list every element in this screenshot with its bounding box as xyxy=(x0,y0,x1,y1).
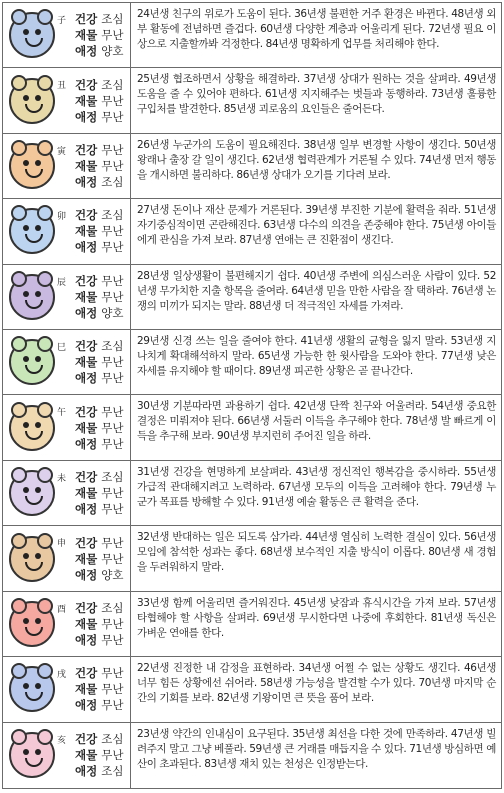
fortune-line xyxy=(75,239,123,255)
fortune-rating: 양호 xyxy=(101,44,124,59)
fortune-category: 재물 xyxy=(75,748,98,763)
eye-left xyxy=(23,160,29,166)
ear-right xyxy=(37,75,53,91)
fortune-line xyxy=(75,43,123,59)
animal-cell xyxy=(3,68,131,132)
fortune-category: 재물 xyxy=(75,93,98,108)
fortune-category: 애정 xyxy=(75,175,98,190)
fortune-line xyxy=(75,616,123,632)
fortune-text: 25년생 협조하면서 상황을 해결하라. 37년생 상대가 원하는 것을 살펴라. 49년생 도움을 줄 수 있어야 편하다. 61년생 지지해주는 벗들과 동행하라. 73년생 훌륭한 구입처를 발견한다. 85년생 괴로움의 요인들은 줄어든다. xyxy=(137,73,496,116)
fortune-category: 건강 xyxy=(75,143,98,158)
fortune-labels xyxy=(75,600,123,648)
fortune-labels xyxy=(75,535,123,583)
zodiac-hanja: 未 xyxy=(57,473,67,484)
eye-right xyxy=(35,29,41,35)
fortune-category: 재물 xyxy=(75,486,98,501)
horse-icon xyxy=(9,405,55,451)
fortune-category: 애정 xyxy=(75,502,98,517)
ear-left xyxy=(11,336,27,352)
zodiac-hanja: 寅 xyxy=(57,146,67,157)
eye-right xyxy=(35,487,41,493)
fortune-rating: 조심 xyxy=(101,339,124,354)
ear-right xyxy=(37,663,53,679)
fortune-category: 건강 xyxy=(75,273,98,288)
fortune-category: 건강 xyxy=(75,470,98,485)
fortune-line xyxy=(75,731,123,747)
fortune-rating: 조심 xyxy=(101,732,124,747)
mouth xyxy=(25,758,43,767)
fortune-text: 23년생 약간의 인내심이 요구된다. 35년생 최선을 다한 것에 만족하라. 47년생 빌려주지 말고 그냥 베풀라. 59년생 큰 거래를 매듭지을 수 있다. 71년생 방심하면 예산이 초과된다. 83년생 재치 있는 천성은 인정받는다. xyxy=(137,727,496,770)
fortune-labels xyxy=(75,338,123,386)
fortune-category: 건강 xyxy=(75,600,98,615)
fortune-line xyxy=(75,436,123,452)
animal-cell xyxy=(3,330,131,394)
fortune-rating: 무난 xyxy=(101,420,124,435)
mouth xyxy=(25,431,43,440)
fortune-category: 건강 xyxy=(75,666,98,681)
zodiac-row-3 xyxy=(3,134,501,199)
sheep-icon xyxy=(9,470,55,516)
fortune-line xyxy=(75,632,123,648)
eye-right xyxy=(35,291,41,297)
mouth xyxy=(25,692,43,701)
zodiac-row-12 xyxy=(3,723,501,788)
fortune-rating: 조심 xyxy=(101,600,124,615)
fortune-labels xyxy=(75,404,123,452)
fortune-category: 건강 xyxy=(75,77,98,92)
animal-cell xyxy=(3,199,131,263)
fortune-rating: 조심 xyxy=(101,77,124,92)
tiger-icon xyxy=(9,143,55,189)
fortune-rating: 무난 xyxy=(101,682,124,697)
fortune-line xyxy=(75,11,123,27)
ear-right xyxy=(37,729,53,745)
zodiac-row-5 xyxy=(3,265,501,330)
eye-left xyxy=(23,95,29,101)
zodiac-hanja: 申 xyxy=(57,539,67,550)
eye-left xyxy=(23,225,29,231)
fortune-category: 재물 xyxy=(75,616,98,631)
zodiac-row-2 xyxy=(3,68,501,133)
ox-icon xyxy=(9,78,55,124)
dog-icon xyxy=(9,666,55,712)
fortune-rating: 무난 xyxy=(101,616,124,631)
animal-cell xyxy=(3,134,131,198)
fortune-rating: 조심 xyxy=(101,764,124,779)
zodiac-row-9 xyxy=(3,526,501,591)
animal-cell xyxy=(3,657,131,721)
fortune-rating: 조심 xyxy=(101,12,124,27)
fortune-category: 재물 xyxy=(75,289,98,304)
fortune-line xyxy=(75,174,123,190)
fortune-rating: 무난 xyxy=(101,632,124,647)
fortune-rating: 무난 xyxy=(101,289,124,304)
fortune-line xyxy=(75,289,123,305)
fortune-category: 재물 xyxy=(75,682,98,697)
fortune-category: 건강 xyxy=(75,404,98,419)
eye-left xyxy=(23,487,29,493)
ear-right xyxy=(37,598,53,614)
fortune-category: 애정 xyxy=(75,109,98,124)
eye-left xyxy=(23,29,29,35)
zodiac-row-7 xyxy=(3,395,501,460)
zodiac-row-4 xyxy=(3,199,501,264)
fortune-rating: 무난 xyxy=(101,698,124,713)
fortune-category: 애정 xyxy=(75,240,98,255)
fortune-line xyxy=(75,370,123,386)
eye-left xyxy=(23,553,29,559)
ear-left xyxy=(11,205,27,221)
zodiac-hanja: 午 xyxy=(57,408,67,419)
animal-cell xyxy=(3,592,131,656)
zodiac-row-10 xyxy=(3,592,501,657)
fortune-category: 애정 xyxy=(75,371,98,386)
fortune-line xyxy=(75,93,123,109)
ear-right xyxy=(37,402,53,418)
fortune-rating: 무난 xyxy=(101,666,124,681)
fortune-text: 22년생 진정한 내 감정을 표현하라. 34년생 어쩔 수 없는 상황도 생긴다. 46년생 너무 힘든 상황에선 쉬어라. 58년생 가능성을 발견할 수가 있다. 70년생 마지막 순간의 기회를 보라. 82년생 기왕이면 큰 뜻을 품어 보라. xyxy=(137,662,496,705)
fortune-category: 애정 xyxy=(75,632,98,647)
fortune-labels xyxy=(75,273,123,321)
zodiac-hanja: 酉 xyxy=(57,604,67,615)
eye-left xyxy=(23,683,29,689)
fortune-rating: 무난 xyxy=(101,502,124,517)
fortune-rating: 무난 xyxy=(101,109,124,124)
fortune-text: 30년생 기분따라면 과용하기 쉽다. 42년생 단짝 친구와 어울려라. 54년생 중요한 결정은 미뤄져야 된다. 66년생 서둘러 이득을 추구해야 한다. 78년생 발 빠르게 이득을 추구해 보라. 90년생 부지런히 주어진 일을 하라. xyxy=(137,400,496,443)
eye-right xyxy=(35,225,41,231)
fortune-rating: 무난 xyxy=(101,93,124,108)
fortune-labels xyxy=(75,469,123,517)
fortune-text: 28년생 일상생활이 불편해지기 쉽다. 40년생 주변에 의심스러운 사람이 있다. 52년생 무가치한 지출 항목을 줄여라. 64년생 믿을 만한 사람을 잘 택하라. 76년생 논쟁의 미끼가 되지는 말라. 88년생 더 적극적인 자세를 가져라. xyxy=(137,269,496,312)
fortune-category: 애정 xyxy=(75,305,98,320)
fortune-rating: 무난 xyxy=(101,371,124,386)
ear-right xyxy=(37,467,53,483)
eye-right xyxy=(35,356,41,362)
zodiac-hanja: 亥 xyxy=(57,735,67,746)
ear-left xyxy=(11,467,27,483)
fortune-line xyxy=(75,567,123,583)
mouth xyxy=(25,365,43,374)
ear-left xyxy=(11,598,27,614)
fortune-line xyxy=(75,551,123,567)
ear-left xyxy=(11,533,27,549)
fortune-rating: 양호 xyxy=(101,305,124,320)
mouth xyxy=(25,496,43,505)
fortune-rating: 무난 xyxy=(101,159,124,174)
mouth xyxy=(25,300,43,309)
fortune-labels xyxy=(75,731,123,779)
rooster-icon xyxy=(9,601,55,647)
animal-cell xyxy=(3,526,131,590)
fortune-labels xyxy=(75,142,123,190)
fortune-category: 재물 xyxy=(75,159,98,174)
eye-right xyxy=(35,95,41,101)
fortune-rating: 조심 xyxy=(101,470,124,485)
fortune-text: 24년생 친구의 위로가 도움이 된다. 36년생 불편한 거주 환경은 바뀐다. 48년생 외부 활동에 전념하면 즐겁다. 60년생 다양한 계층과 어울리게 된다. 72년생 필요 이상으로 지출할까봐 걱정한다. 84년생 명확하게 업무를 처리해야 한다. xyxy=(137,8,496,50)
animal-cell xyxy=(3,461,131,525)
zodiac-row-6 xyxy=(3,330,501,395)
fortune-rating: 무난 xyxy=(101,240,124,255)
ear-right xyxy=(37,140,53,156)
ear-left xyxy=(11,729,27,745)
horoscope-table xyxy=(2,2,502,789)
fortune-rating: 무난 xyxy=(101,355,124,370)
ear-left xyxy=(11,140,27,156)
ear-right xyxy=(37,533,53,549)
fortune-text: 29년생 신경 쓰는 일을 줄여야 한다. 41년생 생활의 균형을 잃지 말라. 53년생 지나치게 확대해석하지 말라. 65년생 가능한 한 윗사람을 도와야 한다. 77년생 낮은 자세를 유지해야 할 때이다. 89년생 피곤한 상황은 곧 끝나간다. xyxy=(137,335,496,378)
ear-left xyxy=(11,75,27,91)
fortune-rating: 무난 xyxy=(101,486,124,501)
fortune-line xyxy=(75,665,123,681)
fortune-rating: 무난 xyxy=(101,551,124,566)
zodiac-hanja: 丑 xyxy=(57,81,67,92)
eye-right xyxy=(35,422,41,428)
fortune-rating: 조심 xyxy=(101,175,124,190)
fortune-category: 애정 xyxy=(75,436,98,451)
fortune-rating: 무난 xyxy=(101,748,124,763)
fortune-category: 건강 xyxy=(75,339,98,354)
fortune-category: 애정 xyxy=(75,567,98,582)
fortune-line xyxy=(75,535,123,551)
zodiac-hanja: 卯 xyxy=(57,212,67,223)
fortune-labels xyxy=(75,207,123,255)
mouth xyxy=(25,562,43,571)
fortune-text: 33년생 함께 어울리면 즐거워진다. 45년생 낮잠과 휴식시간을 가져 보라. 57년생 타협해야 할 사항을 살펴라. 69년생 무시한다면 나중에 후회한다. 81년생 독신은 가벼운 연애를 한다. xyxy=(137,596,496,639)
mouth xyxy=(25,627,43,636)
fortune-rating: 무난 xyxy=(101,436,124,451)
fortune-line xyxy=(75,109,123,125)
fortune-text: 32년생 반대하는 일은 되도록 삼가라. 44년생 열심히 노력한 결실이 있다. 56년생 모임에 참석한 성과는 좋다. 68년생 보수적인 지출 방식이 이롭다. 80년생 새 경험을 두려워하지 말라. xyxy=(137,531,496,574)
fortune-category: 건강 xyxy=(75,535,98,550)
fortune-line xyxy=(75,420,123,436)
mouth xyxy=(25,169,43,178)
eye-left xyxy=(23,291,29,297)
fortune-line xyxy=(75,681,123,697)
dragon-icon xyxy=(9,274,55,320)
ear-left xyxy=(11,271,27,287)
zodiac-hanja: 子 xyxy=(57,16,67,26)
ear-right xyxy=(37,9,53,25)
snake-icon xyxy=(9,339,55,385)
eye-left xyxy=(23,618,29,624)
animal-cell xyxy=(3,3,131,67)
fortune-category: 건강 xyxy=(75,12,98,27)
fortune-category: 애정 xyxy=(75,764,98,779)
ear-right xyxy=(37,271,53,287)
animal-cell xyxy=(3,723,131,788)
fortune-category: 건강 xyxy=(75,208,98,223)
zodiac-hanja: 辰 xyxy=(57,277,67,288)
fortune-line xyxy=(75,77,123,93)
fortune-category: 애정 xyxy=(75,44,98,59)
eye-right xyxy=(35,160,41,166)
fortune-category: 애정 xyxy=(75,698,98,713)
fortune-line xyxy=(75,469,123,485)
mouth xyxy=(25,38,43,47)
ear-left xyxy=(11,663,27,679)
fortune-labels xyxy=(75,665,123,713)
animal-cell xyxy=(3,395,131,459)
ear-right xyxy=(37,336,53,352)
fortune-line xyxy=(75,404,123,420)
pig-icon xyxy=(9,732,55,778)
zodiac-hanja: 戌 xyxy=(57,670,67,681)
fortune-rating: 무난 xyxy=(101,143,124,158)
eye-left xyxy=(23,422,29,428)
fortune-rating: 무난 xyxy=(101,224,124,239)
ear-right xyxy=(37,205,53,221)
fortune-labels xyxy=(75,11,123,59)
zodiac-hanja: 巳 xyxy=(57,343,67,354)
zodiac-row-11 xyxy=(3,657,501,722)
rabbit-icon xyxy=(9,208,55,254)
fortune-line xyxy=(75,223,123,239)
fortune-line xyxy=(75,747,123,763)
fortune-category: 재물 xyxy=(75,28,98,43)
fortune-line xyxy=(75,600,123,616)
fortune-rating: 양호 xyxy=(101,567,124,582)
zodiac-row-8 xyxy=(3,461,501,526)
fortune-text: 31년생 건강을 현명하게 보살펴라. 43년생 정신적인 행복감을 중시하라. 55년생 가급적 관대해지려고 노력하라. 67년생 모두의 이득을 고려해야 한다. 79년생 누군가 목표를 방해할 수 있다. 91년생 예술 활동은 큰 활력을 준다. xyxy=(137,465,496,508)
fortune-rating: 무난 xyxy=(101,28,124,43)
fortune-category: 재물 xyxy=(75,551,98,566)
fortune-line xyxy=(75,501,123,517)
fortune-line xyxy=(75,485,123,501)
fortune-rating: 무난 xyxy=(101,404,124,419)
eye-left xyxy=(23,356,29,362)
eye-left xyxy=(23,749,29,755)
fortune-rating: 무난 xyxy=(101,535,124,550)
fortune-line xyxy=(75,273,123,289)
fortune-category: 재물 xyxy=(75,420,98,435)
fortune-labels xyxy=(75,77,123,125)
fortune-line xyxy=(75,354,123,370)
fortune-category: 재물 xyxy=(75,224,98,239)
ear-left xyxy=(11,9,27,25)
animal-cell xyxy=(3,265,131,329)
fortune-line xyxy=(75,158,123,174)
mouth xyxy=(25,234,43,243)
fortune-rating: 조심 xyxy=(101,208,124,223)
fortune-category: 건강 xyxy=(75,732,98,747)
eye-right xyxy=(35,683,41,689)
mouth xyxy=(25,104,43,113)
fortune-line xyxy=(75,27,123,43)
fortune-line xyxy=(75,697,123,713)
fortune-rating: 무난 xyxy=(101,273,124,288)
fortune-text: 26년생 누군가의 도움이 필요해진다. 38년생 일부 변경할 사항이 생긴다. 50년생 왕래나 출장 갈 일이 생긴다. 62년생 협력관계가 거론될 수 있다. 74년생 먼저 행동을 개시하면 불리하다. 86년생 상대가 오기를 기다려 보라. xyxy=(137,138,496,181)
fortune-line xyxy=(75,338,123,354)
fortune-category: 재물 xyxy=(75,355,98,370)
eye-right xyxy=(35,749,41,755)
eye-right xyxy=(35,553,41,559)
fortune-line xyxy=(75,305,123,321)
ear-left xyxy=(11,402,27,418)
fortune-text: 27년생 돈이나 재산 문제가 거론된다. 39년생 부진한 기분에 활력을 줘라. 51년생 자기중심적이면 곤란해진다. 63년생 다수의 의견을 존중해야 한다. 75년생 아이들에게 관심을 가져 보라. 87년생 연애는 큰 진환점이 생긴다. xyxy=(137,204,496,247)
eye-right xyxy=(35,618,41,624)
fortune-line xyxy=(75,763,123,779)
fortune-line xyxy=(75,142,123,158)
rat-icon xyxy=(9,12,55,58)
fortune-line xyxy=(75,207,123,223)
zodiac-row-1 xyxy=(3,3,501,68)
monkey-icon xyxy=(9,536,55,582)
